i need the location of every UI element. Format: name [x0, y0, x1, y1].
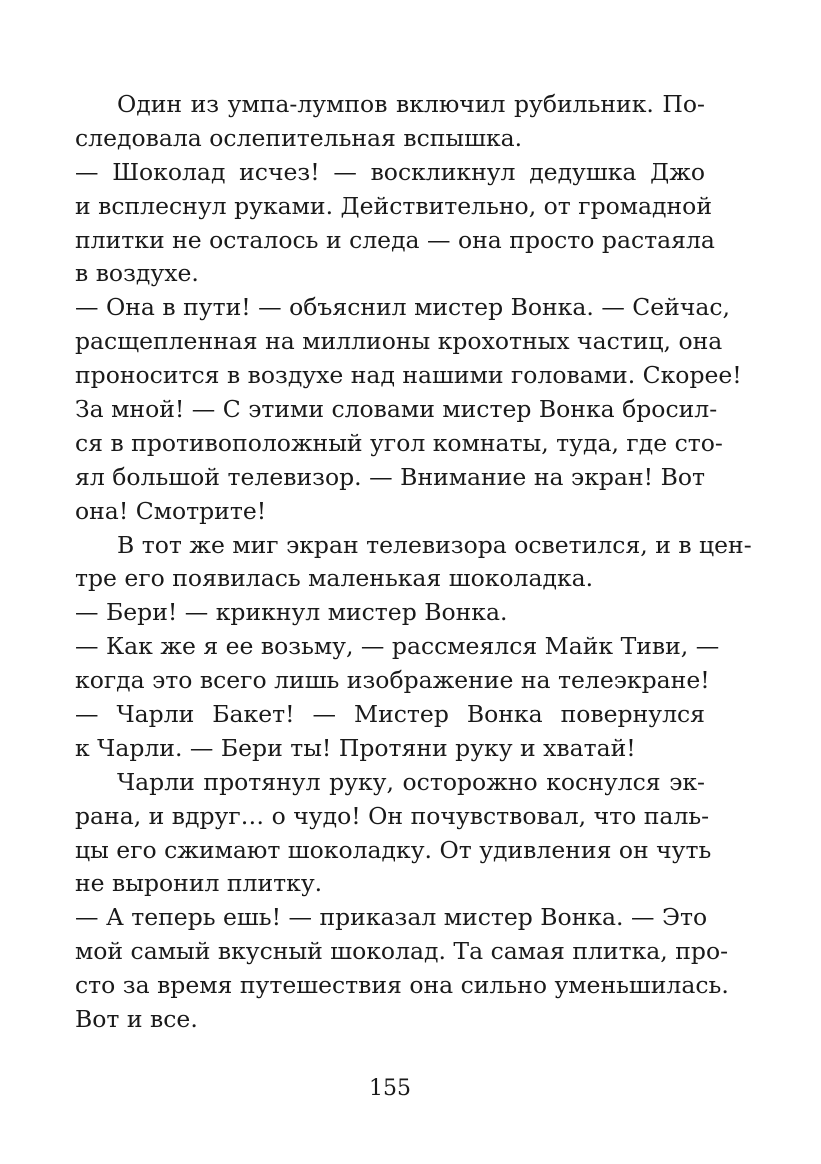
text-line: — Чарли Бакет! — Мистер Вонка повернулся [75, 700, 705, 729]
text-line: — А теперь ешь! — приказал мистер Вонка. — Это [75, 903, 708, 932]
text-line: ся в противоположный угол комнаты, туда, где сто- [75, 428, 723, 457]
text-line: — Как же я ее возьму, — рассмеялся Майк Тиви, — [75, 632, 720, 661]
text-line: Один из умпа-лумпов включил рубильник. По- [117, 90, 705, 118]
text-line: — Она в пути! — объяснил мистер Вонка. — Сейчас, [75, 293, 731, 322]
text-line: Вот и все. [75, 1005, 198, 1034]
text-line: следовала ослепительная вспышка. [75, 123, 523, 152]
text-line: рана, и вдруг… о чудо! Он почувствовал, что паль- [75, 801, 710, 830]
text-line: тре его появилась маленькая шоколадка. [75, 564, 594, 593]
text-line: не выронил плитку. [75, 869, 323, 898]
text-line: ял большой телевизор. — Внимание на экран! Вот [75, 462, 705, 491]
text-line: В тот же миг экран телевизора осветился, и в цен- [117, 530, 752, 559]
text-line: — Бери! — крикнул мистер Вонка. [75, 598, 508, 627]
text-line: — Шоколад исчез! — воскликнул дедушка Джо [75, 157, 705, 186]
text-line: цы его сжимают шоколадку. От удивления он чуть [75, 835, 712, 864]
text-line: Чарли протянул руку, осторожно коснулся эк- [117, 767, 705, 796]
text-line: когда это всего лишь изображение на телеэкране! [75, 666, 710, 695]
text-line: она! Смотрите! [75, 496, 267, 525]
text-line: в воздухе. [75, 259, 199, 288]
text-line: к Чарли. — Бери ты! Протяни руку и хватай! [75, 733, 636, 762]
text-line: расщепленная на миллионы крохотных частиц, она [75, 327, 723, 356]
page-number: 155 [369, 1076, 411, 1101]
text-line: мой самый вкусный шоколад. Та самая плитка, про- [75, 937, 729, 966]
text-line: плитки не осталось и следа — она просто растаяла [75, 225, 715, 254]
text-line: проносится в воздухе над нашими головами. Скорее! [75, 361, 742, 390]
text-line: За мной! — С этими словами мистер Вонка бросил- [75, 395, 718, 424]
text-line: и всплеснул руками. Действительно, от громадной [75, 191, 712, 220]
book-page-text [75, 88, 752, 1037]
text-line: сто за время путешествия она сильно уменьшилась. [75, 971, 729, 1000]
